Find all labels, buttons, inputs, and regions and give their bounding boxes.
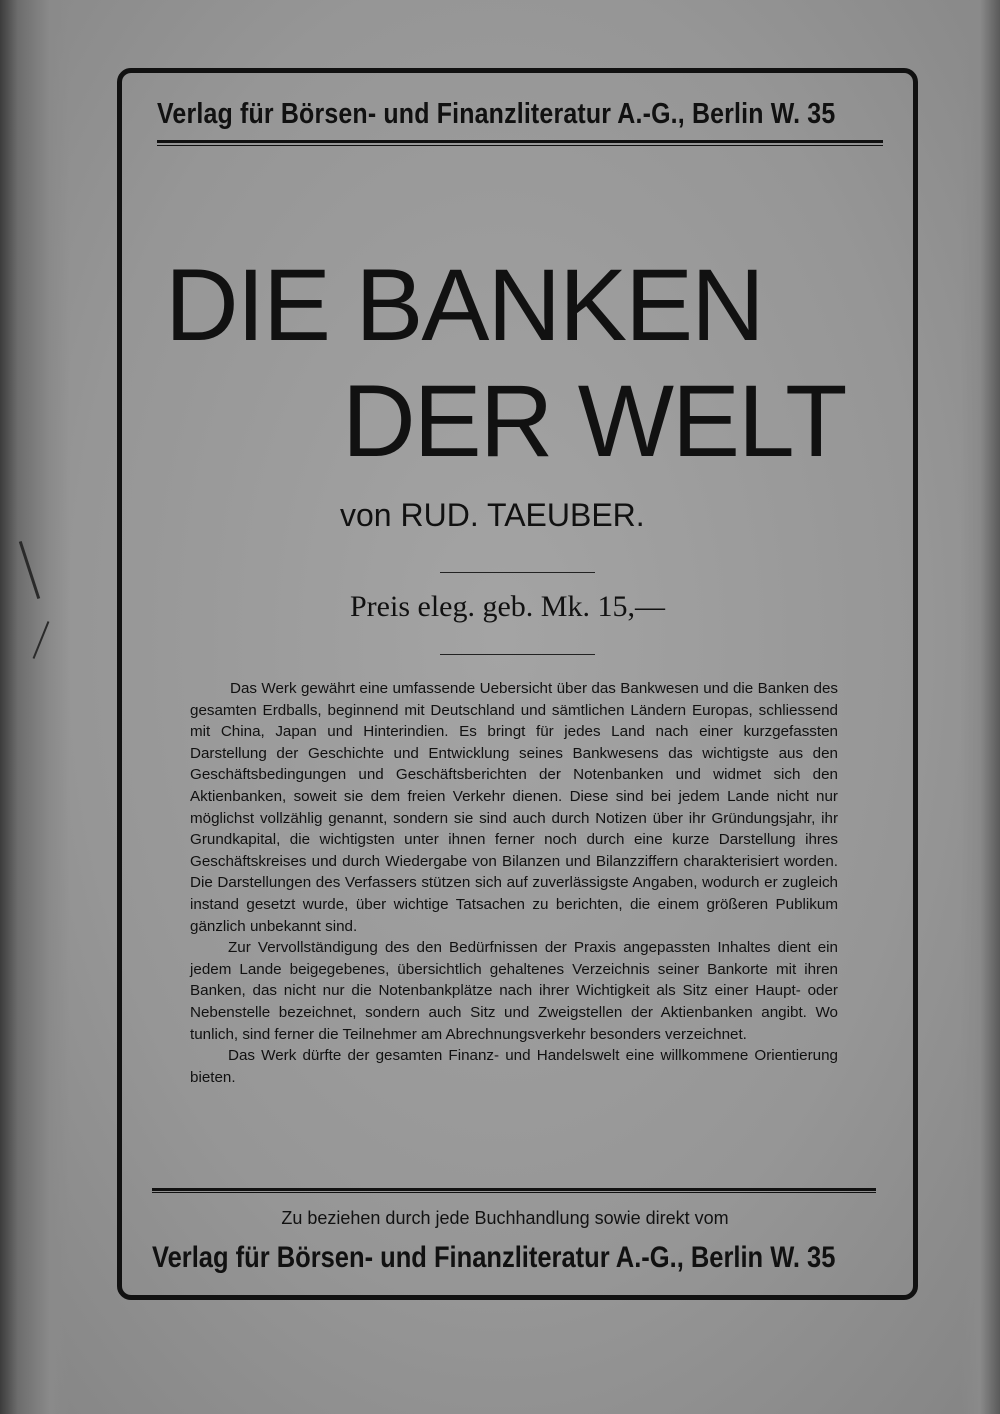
- description-paragraph: Das Werk gewährt eine umfassende Uebersicht über das Bankwesen und die Banken des gesamten Erdballs, beginnend mit Deutschland und sämtlichen Ländern Europas, schliessend mit China, Japan und Hinterindien. Es bringt für jedes Land nach einer kurzgefassten Darstellung der Geschichte und Entwicklung seines Bankwesens das wichtigste aus den Geschäftsbedingungen und Geschäftsberichten der Notenbanken und widmet sich den Aktienbanken, soweit sie dem freien Verkehr dienen. Diese sind bei jedem Lande nicht nur möglichst vollzählig genannt, sondern sie sind auch durch Notizen über ihr Gründungsjahr, ihr Grundkapital, die wichtigsten unter ihnen ferner noch durch eine kurze Darstellung ihres Geschäftskreises und durch Wiedergabe von Bilanzen und Bilanzziffern charakterisiert worden. Die Darstellungen des Verfassers stützen sich auf zuverlässigste Angaben, wodurch er zugleich instand gesetzt wurde, über wichtige Tatsachen zu berichten, die einem größeren Publikum gänzlich unbekannt sind.: [190, 680, 838, 935]
- separator-rule: [440, 572, 595, 573]
- book-title-line-2: DER WELT: [342, 364, 846, 478]
- right-page-edge: [960, 0, 1000, 1414]
- description-paragraph: Zur Vervollständigung des den Bedürfnissen der Praxis angepassten Inhaltes dient ein jedem Lande beigegebenes, übersichtlich gehaltenes Verzeichnis seiner Bankorte mit ihren Banken, das nicht nur die Notenbankplätze nach ihrer Wichtigkeit als Sitz einer Haupt- oder Nebenstelle bezeichnet, sondern auch Sitz und Zweigstellen der Aktienbanken angibt. Wo tunlich, sind ferner die Teilnehmer am Abrechnungsverkehr besonders verzeichnet.: [190, 939, 838, 1043]
- author-line: von RUD. TAEUBER.: [340, 497, 645, 533]
- torn-left-edge: [0, 0, 70, 1414]
- separator-rule: [440, 654, 595, 655]
- footer-rule: [152, 1188, 876, 1193]
- book-title-line-1: DIE BANKEN: [165, 248, 763, 362]
- price-line: Preis eleg. geb. Mk. 15,—: [350, 590, 665, 623]
- description-paragraph: Das Werk dürfte der gesamten Finanz- und Handelswelt eine willkommene Orientierung bieten.: [190, 1047, 838, 1086]
- publisher-header: Verlag für Börsen- und Finanzliteratur A.-G., Berlin W. 35: [157, 98, 836, 130]
- description-text: [190, 678, 838, 1088]
- publisher-footer: Verlag für Börsen- und Finanzliteratur A.-G., Berlin W. 35: [152, 1241, 836, 1274]
- availability-line: Zu beziehen durch jede Buchhandlung sowie direkt vom: [281, 1208, 729, 1228]
- header-rule: [157, 140, 883, 146]
